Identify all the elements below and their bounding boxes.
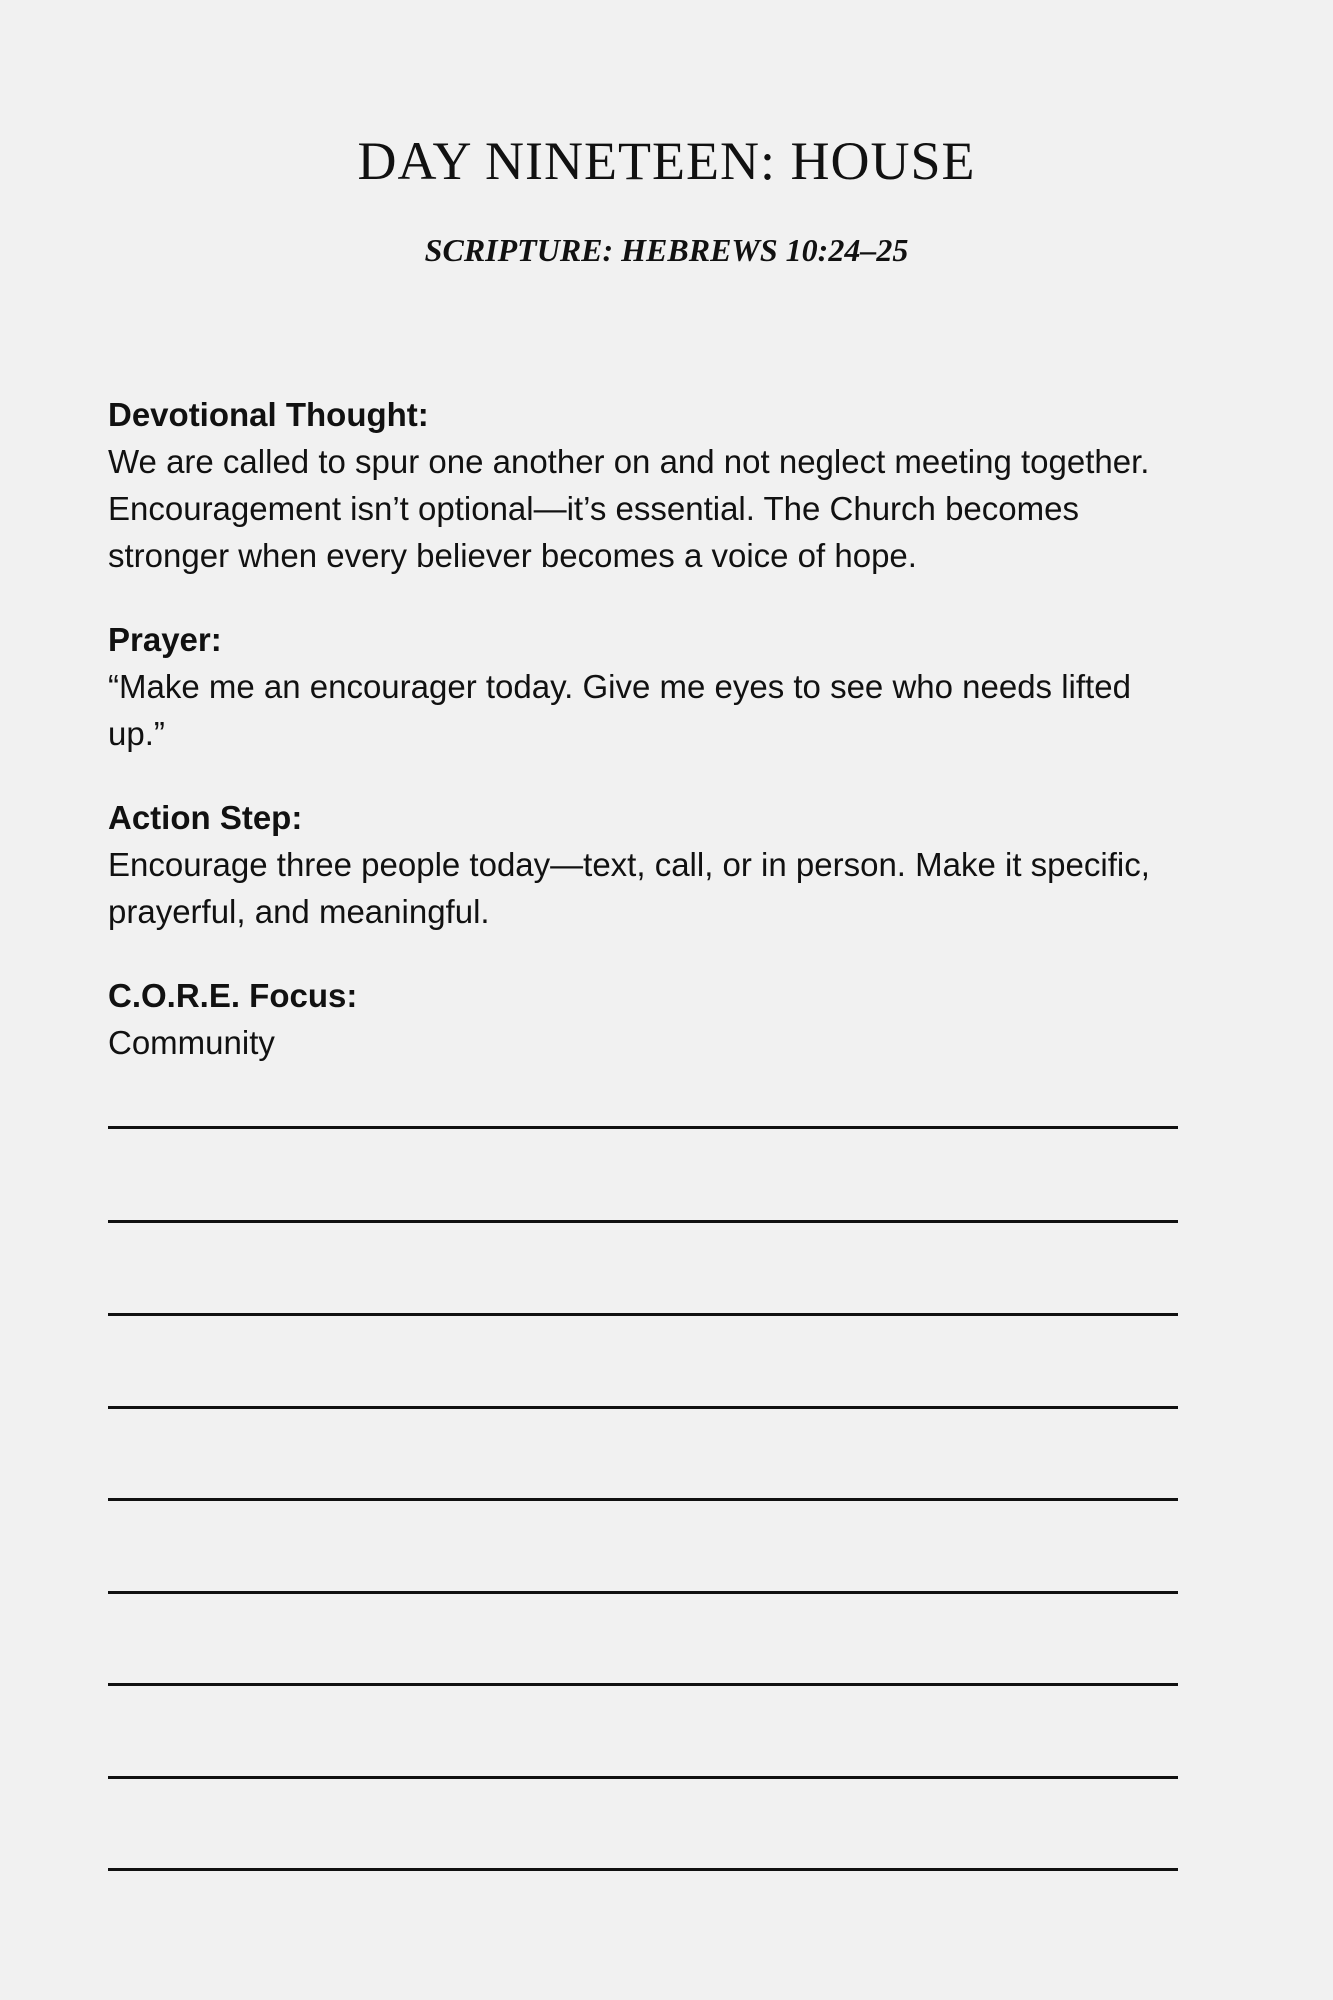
devotional-thought-heading: Devotional Thought:: [108, 396, 429, 433]
writing-line[interactable]: [108, 1868, 1178, 1871]
core-focus-text: Community: [108, 1024, 275, 1061]
devotional-thought-text: We are called to spur one another on and not neglect meeting together. Encouragement isn’t optional—it’s essential. The Church becomes stronger when every believer becomes a voice of hope.: [108, 443, 1150, 574]
writing-line[interactable]: [108, 1498, 1178, 1501]
action-step-heading: Action Step:: [108, 799, 303, 836]
scripture-reference: SCRIPTURE: HEBREWS 10:24–25: [424, 232, 909, 268]
action-step-section: [108, 795, 1178, 935]
prayer-section: [108, 617, 1178, 757]
prayer-heading: Prayer:: [108, 621, 222, 658]
devotional-thought-section: [108, 392, 1178, 579]
page-title: DAY NINETEEN: HOUSE: [357, 131, 976, 191]
writing-line[interactable]: [108, 1591, 1178, 1594]
writing-line[interactable]: [108, 1220, 1178, 1223]
writing-line[interactable]: [108, 1406, 1178, 1409]
action-step-text: Encourage three people today—text, call, or in person. Make it specific, prayerful, and meaningful.: [108, 846, 1150, 930]
core-focus-heading: C.O.R.E. Focus:: [108, 977, 358, 1014]
writing-line[interactable]: [108, 1126, 1178, 1129]
writing-line[interactable]: [108, 1313, 1178, 1316]
writing-line[interactable]: [108, 1683, 1178, 1686]
writing-line[interactable]: [108, 1776, 1178, 1779]
core-focus-section: [108, 973, 1178, 1066]
prayer-text: “Make me an encourager today. Give me eyes to see who needs lifted up.”: [108, 668, 1131, 752]
devotional-content: [108, 392, 1178, 1066]
